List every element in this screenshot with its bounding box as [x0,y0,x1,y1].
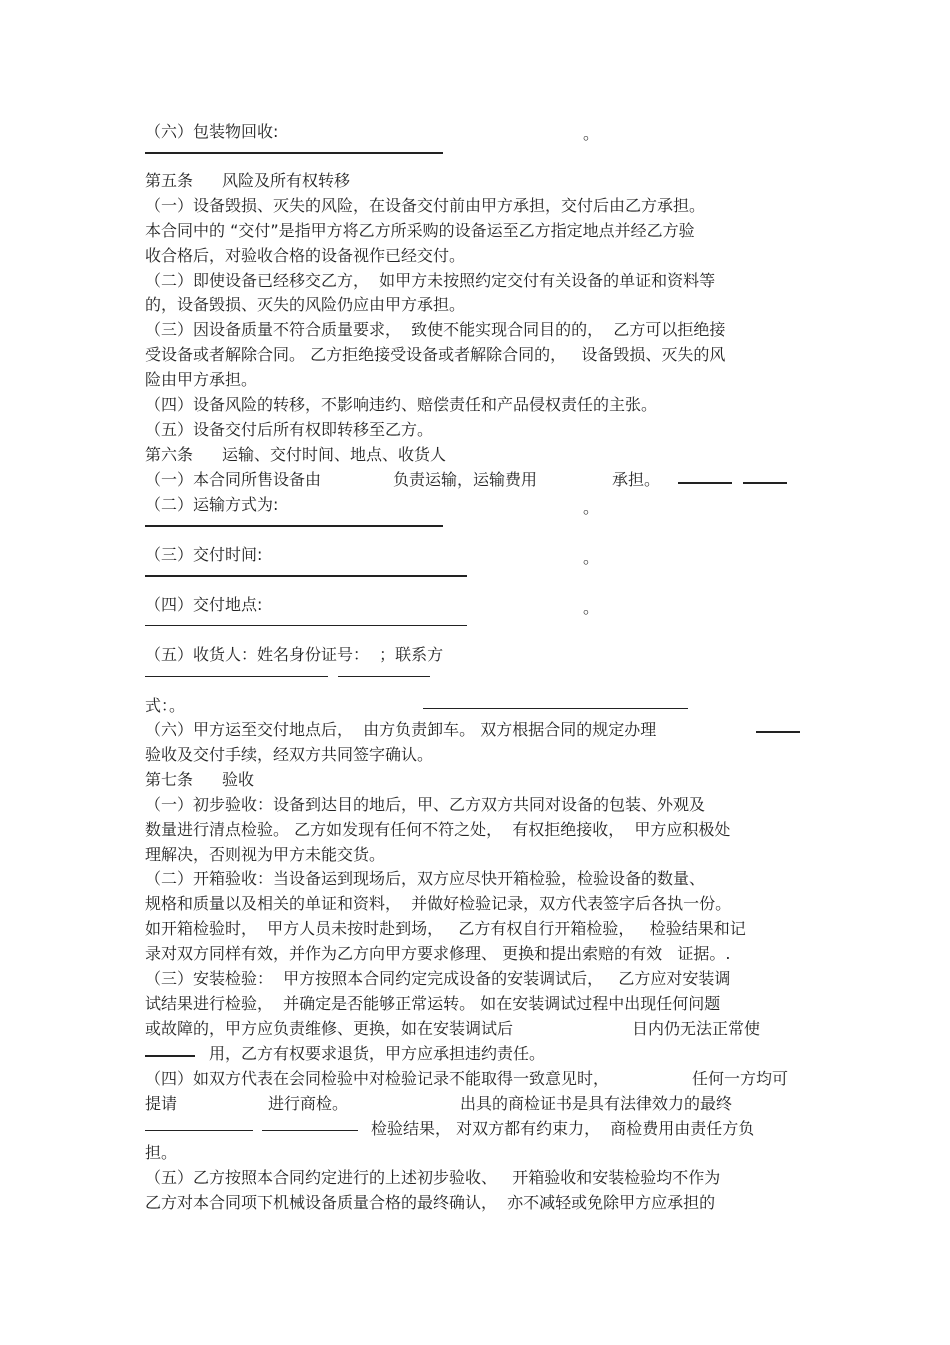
text-line: 检验结果， 对双方都有约束力， 商检费用由责任方负 [371,1119,755,1138]
text-line: 的，设备毁损、灭失的风险仍应由甲方承担。 [145,295,466,314]
text-line: （五）收货人：姓名身份证号： ；联系方 [145,645,444,664]
text-line: （四）交付地点: [145,595,263,614]
text-line: 进行商检。 [268,1094,349,1113]
text-line: 录对双方同样有效，并作为乙方向甲方要求修理、 更换和提出索赔的有效 证据。. [145,944,731,963]
blank-underline [423,708,688,709]
text-line: （三）交付时间: [145,545,263,564]
blank-underline [145,676,328,677]
text-line: 受设备或者解除合同。 乙方拒绝接受设备或者解除合同的， 设备毁损、灭失的风 [145,345,726,364]
section-heading-5: 第五条 [145,171,194,190]
text-line: 规格和质量以及相关的单证和资料， 并做好检验记录，双方代表签字后各执一份。 [145,894,732,913]
text-line: 试结果进行检验， 并确定是否能够正常运转。 如在安装调试过程中出现任何问题 [145,994,721,1013]
text-line: 收合格后，对验收合格的设备视作已经交付。 [145,246,466,265]
text-line: （六）甲方运至交付地点后， 由方负责卸车。 双方根据合同的规定办理 [145,720,657,739]
text-line: 式：。 [145,696,186,715]
text-line: 出具的商检证书是具有法律效力的最终 [460,1094,733,1113]
section-title-7: 验收 [222,770,255,789]
section-heading-6: 第六条 [145,445,194,464]
text-line: （五）乙方按照本合同约定进行的上述初步验收、 开箱验收和安装检验均不作为 [145,1168,721,1187]
text-line: 数量进行清点检验。 乙方如发现有任何不符之处， 有权拒绝接收， 甲方应积极处 [145,820,731,839]
text-line: 用，乙方有权要求退货，甲方应承担违约责任。 [209,1044,546,1063]
text-line: （三）安装检验： 甲方按照本合同约定完成设备的安装调试后， 乙方应对安装调 [145,969,731,988]
blank-underline [145,625,467,626]
blank-underline [262,1130,358,1131]
text-line: （四）设备风险的转移，不影响违约、赔偿责任和产品侵权责任的主张。 [145,395,658,414]
text-line: 。 [583,498,600,517]
text-line: （二）开箱验收：当设备运到现场后，双方应尽快开箱检验，检验设备的数量、 [145,869,706,888]
text-line: 理解决，否则视为甲方未能交货。 [145,845,386,864]
blank-underline [145,525,443,527]
text-line: 。 [583,124,600,143]
text-line: （六）包装物回收: [145,122,279,141]
text-line: （五）设备交付后所有权即转移至乙方。 [145,420,434,439]
blank-underline [338,676,430,677]
section-title-6: 运输、交付时间、地点、收货人 [222,445,447,464]
text-line: 。 [583,548,600,567]
text-line: 承担。 [612,470,661,489]
text-line: （一）设备毁损、灭失的风险，在设备交付前由甲方承担，交付后由乙方承担。 [145,196,706,215]
text-line: 如开箱检验时， 甲方人员未按时赴到场， 乙方有权自行开箱检验， 检验结果和记 [145,919,746,938]
blank-underline [145,1130,253,1131]
text-line: 乙方对本合同项下机械设备质量合格的最终确认， 亦不减轻或免除甲方应承担的 [145,1193,716,1212]
text-line: （一）本合同所售设备由 [145,470,322,489]
text-line: 担。 [145,1143,178,1162]
text-line: 负责运输，运输费用 [393,470,538,489]
blank-underline [145,152,443,154]
blank-underline [145,575,467,577]
text-line: 验收及交付手续，经双方共同签字确认。 [145,745,434,764]
blank-underline [756,731,800,733]
text-line: 。 [583,598,600,617]
text-line: 任何一方均可 [692,1069,789,1088]
text-line: 或故障的，甲方应负责维修、更换，如在安装调试后 [145,1019,514,1038]
text-line: （二）即使设备已经移交乙方， 如甲方未按照约定交付有关设备的单证和资料等 [145,271,716,290]
section-title-5: 风险及所有权转移 [222,171,351,190]
text-line: （三）因设备质量不符合质量要求， 致使不能实现合同目的的， 乙方可以拒绝接 [145,320,726,339]
text-line: 日内仍无法正常使 [632,1019,761,1038]
text-line: （四）如双方代表在会同检验中对检验记录不能取得一致意见时， [145,1069,610,1088]
text-line: 提请 [145,1094,178,1113]
section-heading-7: 第七条 [145,770,194,789]
text-line: 本合同中的 “交付”是指甲方将乙方所采购的设备运至乙方指定地点并经乙方验 [145,221,695,240]
text-line: 险由甲方承担。 [145,370,258,389]
text-line: （一）初步验收：设备到达目的地后，甲、乙方双方共同对设备的包装、外观及 [145,795,706,814]
blank-underline [145,1055,195,1057]
blank-underline [678,482,732,484]
text-line: （二）运输方式为: [145,495,279,514]
blank-underline [743,482,787,484]
